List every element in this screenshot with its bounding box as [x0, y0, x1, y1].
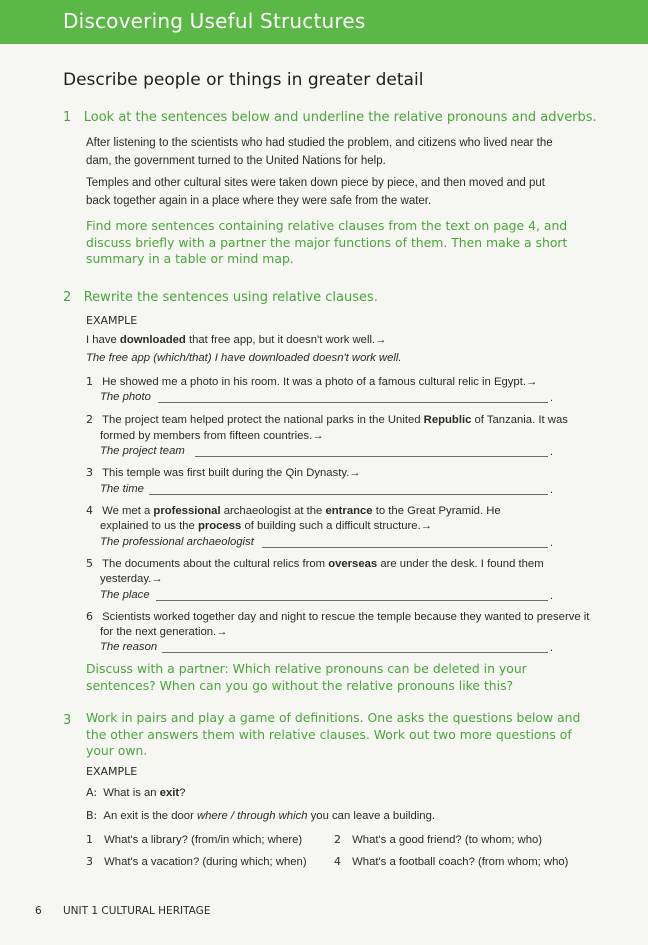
answer-line[interactable]	[195, 456, 548, 457]
answer-starter: The time	[100, 483, 144, 495]
answer-line[interactable]	[156, 600, 548, 601]
exercise-instruction: Look at the sentences below and underline the relative pronouns and adverbs.	[83, 110, 597, 125]
sentence-line: back together again in a place where they were safe from the water.	[86, 195, 432, 207]
discussion-line: Discuss with a partner: Which relative pronouns can be deleted in your	[86, 661, 527, 676]
period: .	[550, 590, 554, 602]
dialogue-b: B: An exit is the door where / through which you can leave a building.	[86, 809, 436, 822]
instruction-line: the other answers them with relative clauses. Work out two more questions of	[86, 726, 572, 742]
exercise-3-instruction	[86, 710, 580, 760]
question-4: 4 What's a football coach? (from whom; who)	[334, 855, 569, 868]
period: .	[550, 392, 554, 404]
answer-line[interactable]	[149, 494, 548, 495]
task-line: summary in a table or mind map.	[86, 251, 294, 266]
rewrite-item-2: 2 The project team helped protect the national parks in the United Republic of Tanzania. It was	[86, 413, 568, 426]
period: .	[550, 446, 554, 458]
question-1: 1 What's a library? (from/in which; where)	[86, 833, 303, 846]
rewrite-item-line: explained to us the process of building such a difficult structure.→	[100, 520, 433, 532]
sentence-line: After listening to the scientists who had studied the problem, and citizens who lived near the	[86, 137, 553, 149]
rewrite-item-line: yesterday.→	[100, 573, 163, 585]
answer-line[interactable]	[262, 547, 548, 548]
exercise-number: 3	[63, 713, 72, 728]
question-2: 2 What's a good friend? (to whom; who)	[334, 833, 543, 846]
answer-line[interactable]	[162, 652, 548, 653]
question-3: 3 What's a vacation? (during which; when)	[86, 855, 307, 868]
rewrite-item-line: for the next generation.→	[100, 626, 228, 638]
example-label: EXAMPLE	[86, 765, 138, 778]
answer-starter: The reason	[100, 641, 158, 653]
rewrite-item-line: formed by members from fifteen countries.→	[100, 430, 324, 442]
exercise-number: 1	[63, 110, 72, 125]
page-title: Discovering Useful Structures	[63, 9, 366, 33]
answer-starter: The project team	[100, 445, 185, 457]
example-sentence: I have downloaded that free app, but it doesn't work well.→	[86, 334, 387, 346]
exercise-number: 2	[63, 290, 72, 305]
example-answer: The free app (which/that) I have downloaded doesn't work well.	[86, 352, 402, 364]
period: .	[550, 537, 554, 549]
task-line: discuss briefly with a partner the major functions of them. Then make a short	[86, 234, 568, 250]
exercise-instruction: Rewrite the sentences using relative clauses.	[83, 290, 378, 305]
sentence-line: Temples and other cultural sites were taken down piece by piece, and then moved and put	[86, 177, 546, 189]
rewrite-item-4: 4 We met a professional archaeologist at the entrance to the Great Pyramid. He	[86, 504, 501, 517]
exercise-1-task	[86, 218, 567, 268]
sentence-line: dam, the government turned to the United Nations for help.	[86, 155, 386, 167]
exercise-3-heading	[63, 711, 71, 729]
rewrite-item-3: 3 This temple was first built during the Qin Dynasty.→	[86, 466, 361, 479]
rewrite-item-6: 6 Scientists worked together day and night to rescue the temple because they wanted to preserve it	[86, 610, 590, 623]
answer-starter: The place	[100, 589, 150, 601]
page-number: 6	[35, 905, 42, 917]
discussion-line: sentences? When can you go without the relative pronouns like this?	[86, 677, 514, 693]
answer-line[interactable]	[158, 402, 548, 403]
period: .	[550, 642, 554, 654]
period: .	[550, 484, 554, 496]
exercise-1-sentences	[86, 134, 553, 214]
answer-starter: The photo	[100, 391, 151, 403]
instruction-line: Work in pairs and play a game of definitions. One asks the questions below and	[86, 710, 581, 725]
rewrite-item-1: 1 He showed me a photo in his room. It was a photo of a famous cultural relic in Egypt.→	[86, 375, 538, 388]
dialogue-a: A: What is an exit?	[86, 786, 186, 799]
exercise-2-heading	[63, 288, 378, 306]
section-title: Describe people or things in greater detail	[63, 70, 424, 90]
rewrite-item-5: 5 The documents about the cultural relics from overseas are under the desk. I found them	[86, 557, 544, 570]
task-line: Find more sentences containing relative clauses from the text on page 4, and	[86, 218, 568, 233]
unit-label: UNIT 1 CULTURAL HERITAGE	[63, 905, 211, 917]
instruction-line: your own.	[86, 743, 148, 758]
exercise-1-heading	[63, 108, 597, 126]
header-banner	[0, 0, 648, 44]
example-label: EXAMPLE	[86, 314, 138, 327]
exercise-2-discussion	[86, 661, 527, 694]
answer-starter: The professional archaeologist	[100, 536, 254, 548]
